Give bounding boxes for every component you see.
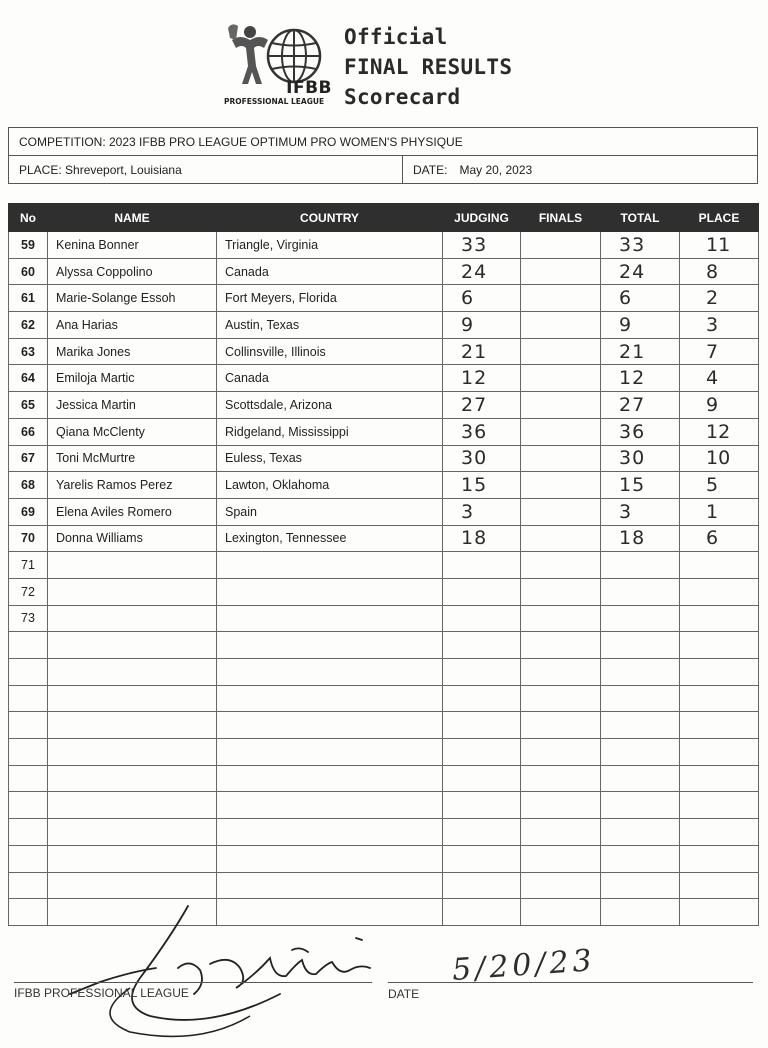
cell-no: 61: [9, 285, 48, 312]
cell-finals: [521, 258, 601, 285]
table-row: [9, 525, 759, 552]
table-row: [9, 712, 759, 739]
cell-no: 68: [9, 472, 48, 499]
table-row: [9, 338, 759, 365]
title-line-scorecard: Scorecard: [344, 85, 461, 109]
cell-place: [680, 578, 759, 605]
cell-name: Alyssa Coppolino: [48, 258, 217, 285]
cell-country: Collinsville, Illinois: [217, 338, 443, 365]
cell-name: Marie-Solange Essoh: [48, 285, 217, 312]
cell-total: [601, 552, 680, 579]
cell-name: [48, 845, 217, 872]
cell-name: Elena Aviles Romero: [48, 498, 217, 525]
cell-place: [680, 739, 759, 766]
cell-finals: [521, 552, 601, 579]
cell-finals: [521, 445, 601, 472]
cell-total: [601, 712, 680, 739]
cell-judging: 21: [443, 338, 521, 365]
cell-judging: [443, 712, 521, 739]
date-value: May 20, 2023: [459, 162, 533, 177]
cell-place: [680, 872, 759, 899]
cell-finals: [521, 605, 601, 632]
results-body: [9, 232, 759, 926]
cell-place: 8: [680, 258, 759, 285]
cell-no: [9, 739, 48, 766]
table-row: [9, 312, 759, 339]
cell-total: [601, 819, 680, 846]
cell-country: Canada: [217, 365, 443, 392]
table-row: [9, 792, 759, 819]
cell-judging: 24: [443, 258, 521, 285]
title-line-official: Official: [344, 25, 448, 49]
logo-wordmark: [224, 80, 334, 106]
cell-country: Canada: [217, 258, 443, 285]
cell-place: [680, 765, 759, 792]
cell-name: Toni McMurtre: [48, 445, 217, 472]
cell-place: [680, 605, 759, 632]
cell-judging: [443, 765, 521, 792]
table-row: [9, 418, 759, 445]
cell-name: [48, 872, 217, 899]
cell-total: [601, 845, 680, 872]
cell-country: [217, 845, 443, 872]
logo-pro-league-text: PROFESSIONAL LEAGUE: [224, 97, 325, 106]
cell-no: 73: [9, 605, 48, 632]
cell-place: 3: [680, 312, 759, 339]
cell-name: Qiana McClenty: [48, 418, 217, 445]
cell-no: [9, 659, 48, 686]
cell-total: [601, 632, 680, 659]
cell-total: [601, 739, 680, 766]
cell-finals: [521, 685, 601, 712]
header-no: No: [9, 204, 48, 232]
cell-judging: [443, 899, 521, 926]
cell-country: [217, 792, 443, 819]
cell-name: Ana Harias: [48, 312, 217, 339]
cell-finals: [521, 365, 601, 392]
place-date-row: [9, 155, 757, 183]
cell-place: [680, 899, 759, 926]
signature-line: [14, 982, 372, 983]
cell-judging: [443, 552, 521, 579]
table-row: [9, 659, 759, 686]
place-text: PLACE: Shreveport, Louisiana: [19, 162, 182, 177]
cell-country: [217, 739, 443, 766]
cell-country: [217, 632, 443, 659]
cell-finals: [521, 899, 601, 926]
cell-judging: [443, 632, 521, 659]
competition-info-box: [8, 127, 758, 184]
cell-place: [680, 632, 759, 659]
cell-no: [9, 819, 48, 846]
cell-total: 12: [601, 365, 680, 392]
cell-total: 27: [601, 392, 680, 419]
cell-no: 67: [9, 445, 48, 472]
date-line: [388, 982, 753, 983]
cell-name: [48, 685, 217, 712]
cell-name: [48, 632, 217, 659]
table-row: [9, 685, 759, 712]
cell-place: 10: [680, 445, 759, 472]
cell-judging: [443, 845, 521, 872]
cell-name: [48, 739, 217, 766]
table-row: [9, 872, 759, 899]
cell-finals: [521, 232, 601, 259]
cell-country: [217, 712, 443, 739]
cell-name: Kenina Bonner: [48, 232, 217, 259]
cell-judging: 27: [443, 392, 521, 419]
cell-total: 33: [601, 232, 680, 259]
cell-judging: 6: [443, 285, 521, 312]
cell-no: 66: [9, 418, 48, 445]
cell-judging: 30: [443, 445, 521, 472]
cell-judging: 15: [443, 472, 521, 499]
cell-no: [9, 712, 48, 739]
cell-total: [601, 685, 680, 712]
cell-judging: 36: [443, 418, 521, 445]
cell-name: Jessica Martin: [48, 392, 217, 419]
cell-judging: [443, 739, 521, 766]
cell-judging: [443, 659, 521, 686]
cell-no: [9, 685, 48, 712]
cell-finals: [521, 819, 601, 846]
cell-place: 6: [680, 525, 759, 552]
cell-total: 3: [601, 498, 680, 525]
header-name: NAME: [48, 204, 217, 232]
logo-ifbb-text: IFBB: [286, 78, 332, 98]
cell-country: Spain: [217, 498, 443, 525]
cell-place: 9: [680, 392, 759, 419]
cell-no: [9, 765, 48, 792]
cell-finals: [521, 312, 601, 339]
cell-no: 60: [9, 258, 48, 285]
cell-total: 36: [601, 418, 680, 445]
cell-finals: [521, 659, 601, 686]
cell-country: Triangle, Virginia: [217, 232, 443, 259]
cell-country: [217, 605, 443, 632]
cell-judging: [443, 819, 521, 846]
cell-name: Emiloja Martic: [48, 365, 217, 392]
cell-no: 70: [9, 525, 48, 552]
cell-no: 62: [9, 312, 48, 339]
cell-judging: [443, 578, 521, 605]
cell-no: 69: [9, 498, 48, 525]
date-label: DATE:: [413, 162, 448, 177]
table-row: [9, 578, 759, 605]
cell-judging: 9: [443, 312, 521, 339]
table-row: [9, 232, 759, 259]
cell-finals: [521, 285, 601, 312]
cell-finals: [521, 338, 601, 365]
cell-name: [48, 792, 217, 819]
cell-finals: [521, 498, 601, 525]
signature-image: [60, 898, 390, 1048]
cell-place: 7: [680, 338, 759, 365]
cell-name: [48, 659, 217, 686]
cell-total: 15: [601, 472, 680, 499]
table-row: [9, 445, 759, 472]
cell-place: 1: [680, 498, 759, 525]
cell-judging: 18: [443, 525, 521, 552]
cell-finals: [521, 792, 601, 819]
cell-total: 21: [601, 338, 680, 365]
cell-no: 63: [9, 338, 48, 365]
cell-no: 72: [9, 578, 48, 605]
cell-country: Lawton, Oklahoma: [217, 472, 443, 499]
cell-name: Marika Jones: [48, 338, 217, 365]
table-row: [9, 739, 759, 766]
table-row: [9, 258, 759, 285]
cell-total: [601, 872, 680, 899]
page-title: [344, 22, 512, 112]
cell-name: Donna Williams: [48, 525, 217, 552]
date-cell: [403, 156, 532, 183]
footer-date-label: DATE: [388, 987, 420, 1001]
cell-place: [680, 552, 759, 579]
cell-no: [9, 632, 48, 659]
cell-name: [48, 712, 217, 739]
cell-country: [217, 578, 443, 605]
cell-place: [680, 845, 759, 872]
cell-finals: [521, 845, 601, 872]
cell-total: 6: [601, 285, 680, 312]
cell-total: 9: [601, 312, 680, 339]
handwritten-date: 5/20/23: [450, 943, 597, 988]
cell-finals: [521, 765, 601, 792]
cell-place: [680, 819, 759, 846]
cell-name: [48, 605, 217, 632]
table-row: [9, 365, 759, 392]
cell-place: [680, 685, 759, 712]
header-judging: JUDGING: [443, 204, 521, 232]
cell-place: 11: [680, 232, 759, 259]
cell-place: 4: [680, 365, 759, 392]
cell-total: [601, 659, 680, 686]
cell-country: Scottsdale, Arizona: [217, 392, 443, 419]
cell-name: [48, 552, 217, 579]
results-table: [8, 203, 759, 926]
cell-country: [217, 872, 443, 899]
cell-finals: [521, 578, 601, 605]
cell-finals: [521, 872, 601, 899]
cell-judging: 33: [443, 232, 521, 259]
cell-total: 30: [601, 445, 680, 472]
cell-country: Euless, Texas: [217, 445, 443, 472]
cell-judging: [443, 792, 521, 819]
table-row: [9, 392, 759, 419]
cell-no: 65: [9, 392, 48, 419]
cell-country: [217, 552, 443, 579]
cell-no: 71: [9, 552, 48, 579]
cell-finals: [521, 392, 601, 419]
signature-label: IFBB PROFESSIONAL LEAGUE: [14, 986, 189, 1000]
cell-no: [9, 872, 48, 899]
cell-total: 24: [601, 258, 680, 285]
cell-judging: 12: [443, 365, 521, 392]
cell-finals: [521, 525, 601, 552]
title-line-final-results: FINAL RESULTS: [344, 55, 513, 79]
cell-judging: [443, 685, 521, 712]
header-place: PLACE: [680, 204, 759, 232]
cell-name: [48, 765, 217, 792]
table-row: [9, 632, 759, 659]
table-header-row: [9, 204, 759, 232]
cell-judging: [443, 872, 521, 899]
table-row: [9, 819, 759, 846]
cell-name: [48, 578, 217, 605]
cell-judging: [443, 605, 521, 632]
cell-no: 64: [9, 365, 48, 392]
cell-total: [601, 792, 680, 819]
table-row: [9, 845, 759, 872]
cell-total: [601, 765, 680, 792]
cell-country: [217, 685, 443, 712]
cell-country: Austin, Texas: [217, 312, 443, 339]
cell-total: [601, 899, 680, 926]
header-country: COUNTRY: [217, 204, 443, 232]
table-row: [9, 765, 759, 792]
competition-row: [9, 128, 757, 155]
cell-no: [9, 845, 48, 872]
cell-place: [680, 712, 759, 739]
table-row: [9, 498, 759, 525]
cell-place: 12: [680, 418, 759, 445]
cell-place: 2: [680, 285, 759, 312]
table-row: [9, 472, 759, 499]
header-finals: FINALS: [521, 204, 601, 232]
cell-place: [680, 792, 759, 819]
cell-finals: [521, 472, 601, 499]
cell-place: [680, 659, 759, 686]
competition-text: COMPETITION: 2023 IFBB PRO LEAGUE OPTIMUM PRO WOMEN'S PHYSIQUE: [19, 134, 463, 149]
cell-finals: [521, 739, 601, 766]
cell-name: [48, 819, 217, 846]
cell-finals: [521, 632, 601, 659]
cell-country: Fort Meyers, Florida: [217, 285, 443, 312]
cell-country: [217, 659, 443, 686]
cell-place: 5: [680, 472, 759, 499]
cell-total: [601, 605, 680, 632]
cell-country: [217, 765, 443, 792]
cell-no: [9, 792, 48, 819]
cell-country: Ridgeland, Mississippi: [217, 418, 443, 445]
cell-finals: [521, 712, 601, 739]
table-row: [9, 285, 759, 312]
place-cell: [9, 156, 403, 183]
cell-total: [601, 578, 680, 605]
cell-total: 18: [601, 525, 680, 552]
table-row: [9, 605, 759, 632]
cell-country: Lexington, Tennessee: [217, 525, 443, 552]
table-row: [9, 552, 759, 579]
cell-judging: 3: [443, 498, 521, 525]
cell-no: 59: [9, 232, 48, 259]
cell-country: [217, 819, 443, 846]
cell-no: [9, 899, 48, 926]
header-total: TOTAL: [601, 204, 680, 232]
cell-name: Yarelis Ramos Perez: [48, 472, 217, 499]
cell-finals: [521, 418, 601, 445]
